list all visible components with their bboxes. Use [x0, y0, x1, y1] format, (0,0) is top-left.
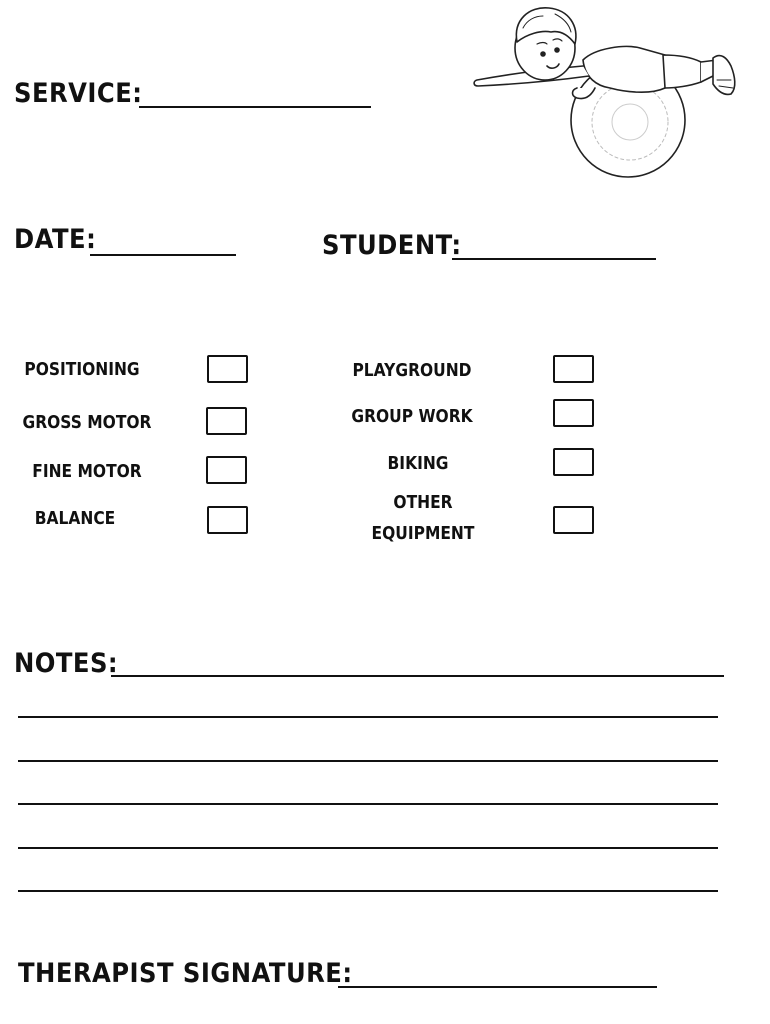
option-positioning-checkbox[interactable] [207, 355, 248, 383]
option-playground-checkbox[interactable] [553, 355, 594, 383]
option-group-work-checkbox[interactable] [553, 399, 594, 427]
notes-line-2[interactable] [18, 716, 718, 718]
notes-label: NOTES: [14, 648, 119, 679]
option-fine-motor-label: FINE MOTOR [32, 461, 142, 482]
notes-line-3[interactable] [18, 760, 718, 762]
therapist-signature-label: THERAPIST SIGNATURE: [18, 958, 353, 989]
date-field[interactable] [90, 254, 236, 256]
option-balance-checkbox[interactable] [207, 506, 248, 534]
service-field[interactable] [139, 106, 371, 108]
option-other-equipment-checkbox[interactable] [553, 506, 594, 534]
option-biking-checkbox[interactable] [553, 448, 594, 476]
option-gross-motor-checkbox[interactable] [206, 407, 247, 435]
option-fine-motor-checkbox[interactable] [206, 456, 247, 484]
option-equipment-label: EQUIPMENT [371, 523, 475, 544]
therapist-signature-field[interactable] [338, 986, 657, 988]
option-gross-motor-label: GROSS MOTOR [22, 412, 152, 433]
option-group-work-label: GROUP WORK [351, 406, 473, 427]
service-label: SERVICE: [14, 78, 143, 109]
option-biking-label: BIKING [387, 453, 449, 474]
option-balance-label: BALANCE [34, 508, 116, 529]
date-label: DATE: [14, 224, 97, 255]
notes-line-6[interactable] [18, 890, 718, 892]
notes-line-4[interactable] [18, 803, 718, 805]
notes-line-1[interactable] [111, 675, 724, 677]
option-positioning-label: POSITIONING [24, 359, 140, 380]
child-on-therapy-ball-icon [465, 0, 745, 185]
option-other-label: OTHER [393, 492, 453, 513]
student-label: STUDENT: [322, 230, 462, 261]
student-field[interactable] [452, 258, 656, 260]
option-playground-label: PLAYGROUND [352, 360, 472, 381]
notes-line-5[interactable] [18, 847, 718, 849]
